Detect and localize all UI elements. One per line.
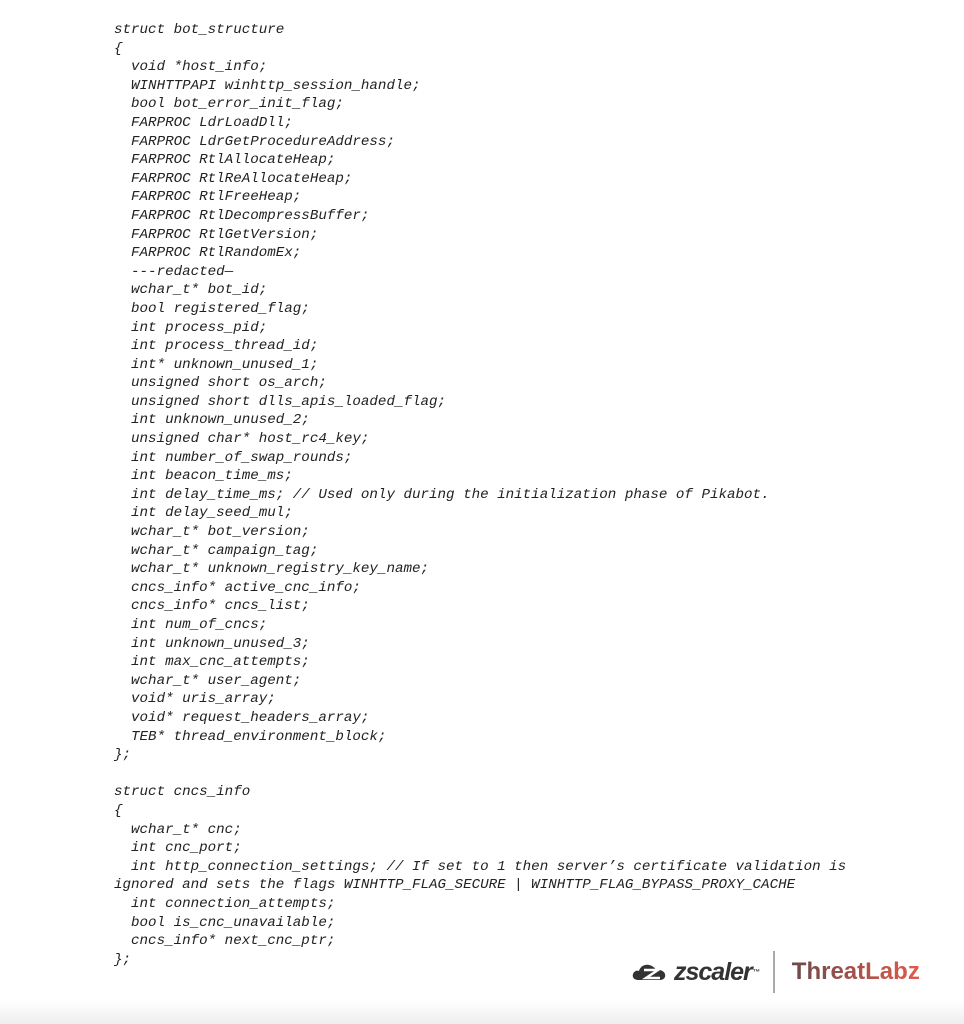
footer-band <box>0 1000 964 1024</box>
code-line: bool is_cnc_unavailable; <box>114 914 336 931</box>
code-line: { <box>114 40 123 57</box>
struct-cncs-info <box>114 783 846 969</box>
code-line: FARPROC RtlAllocateHeap; <box>114 152 336 169</box>
code-line: cncs_info* next_cnc_ptr; <box>114 933 336 950</box>
code-line: FARPROC RtlRandomEx; <box>114 245 302 262</box>
code-line: int beacon_time_ms; <box>114 468 293 485</box>
code-line: void* request_headers_array; <box>114 709 370 726</box>
code-line: int delay_seed_mul; <box>114 505 293 522</box>
code-line: struct bot_structure <box>114 22 285 38</box>
code-line: int connection_attempts; <box>114 895 336 912</box>
code-line: wchar_t* bot_id; <box>114 282 268 299</box>
trademark: ™ <box>752 968 759 976</box>
code-line: FARPROC LdrLoadDll; <box>114 114 293 131</box>
code-line: int delay_time_ms; // Used only during the initialization phase of Pikabot. <box>114 486 770 503</box>
threatlabz-wordmark: ThreatLabz <box>791 958 920 985</box>
code-line: FARPROC RtlFreeHeap; <box>114 189 302 206</box>
code-line: unsigned char* host_rc4_key; <box>114 431 370 448</box>
code-line: }; <box>114 951 132 968</box>
code-line: int unknown_unused_3; <box>114 635 310 652</box>
zscaler-logo <box>632 958 759 987</box>
struct-bot-structure <box>114 21 846 765</box>
code-line: wchar_t* unknown_registry_key_name; <box>114 561 430 578</box>
zscaler-threatlabz-logo <box>632 950 920 994</box>
code-line: int unknown_unused_2; <box>114 412 310 429</box>
code-line: int process_thread_id; <box>114 338 319 355</box>
code-line: int number_of_swap_rounds; <box>114 449 353 466</box>
code-listing <box>114 21 846 969</box>
code-line: TEB* thread_environment_block; <box>114 728 387 745</box>
code-line: }; <box>114 747 132 764</box>
code-line: FARPROC RtlGetVersion; <box>114 226 319 243</box>
code-line: FARPROC RtlReAllocateHeap; <box>114 170 353 187</box>
code-line: FARPROC LdrGetProcedureAddress; <box>114 133 395 150</box>
code-line: struct cncs_info <box>114 784 251 801</box>
code-line: int cnc_port; <box>114 840 242 857</box>
zscaler-cloud-icon <box>632 960 672 984</box>
code-line: bool registered_flag; <box>114 300 310 317</box>
code-line: cncs_info* active_cnc_info; <box>114 579 361 596</box>
zscaler-wordmark: zscaler <box>674 957 752 986</box>
code-line: int* unknown_unused_1; <box>114 356 319 373</box>
code-line: cncs_info* cncs_list; <box>114 598 310 615</box>
code-line: wchar_t* user_agent; <box>114 672 302 689</box>
code-line: wchar_t* bot_version; <box>114 524 310 541</box>
code-line: { <box>114 802 123 819</box>
code-line: wchar_t* cnc; <box>114 821 242 838</box>
code-line: void* uris_array; <box>114 691 276 708</box>
code-line: WINHTTPAPI winhttp_session_handle; <box>114 77 421 94</box>
code-line: bool bot_error_init_flag; <box>114 96 344 113</box>
code-line: int max_cnc_attempts; <box>114 654 310 671</box>
code-line: void *host_info; <box>114 59 268 76</box>
code-line: int http_connection_settings; // If set to 1 then server’s certificate validation is <box>114 858 847 875</box>
code-line: int process_pid; <box>114 319 268 336</box>
logo-divider <box>773 951 775 993</box>
code-line: FARPROC RtlDecompressBuffer; <box>114 207 370 224</box>
code-line: wchar_t* campaign_tag; <box>114 542 319 559</box>
code-line: int num_of_cncs; <box>114 617 268 633</box>
code-line: unsigned short dlls_apis_loaded_flag; <box>114 393 447 410</box>
code-line: ---redacted— <box>114 263 234 280</box>
code-line: unsigned short os_arch; <box>114 375 327 392</box>
code-line: ignored and sets the flags WINHTTP_FLAG_SECURE | WINHTTP_FLAG_BYPASS_PROXY_CACHE <box>114 877 796 894</box>
